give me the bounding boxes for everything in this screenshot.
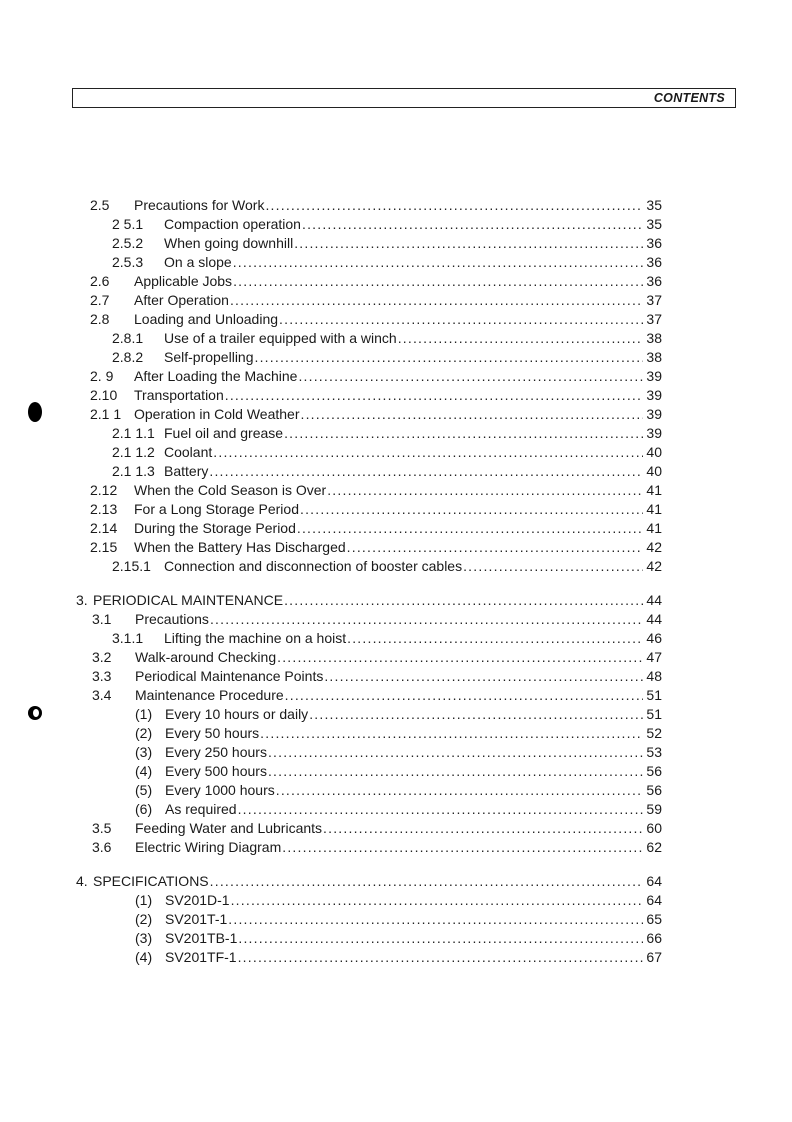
toc-entry: 2.14 During the Storage Period ..... 41: [90, 519, 662, 537]
toc-entry: 3.5 Feeding Water and Lubricants ..... 60: [92, 819, 662, 837]
binder-hole-icon: [28, 402, 42, 422]
toc-entry: 3.1.1 Lifting the machine on a hoist ..... 46: [112, 629, 662, 647]
toc-entry: 3.2 Walk-around Checking ..... 47: [92, 648, 662, 666]
toc-entry: 3. PERIODICAL MAINTENANCE ..... 44: [76, 591, 662, 609]
toc-entry: (4) SV201TF-1 ..... 67: [135, 948, 662, 966]
toc-entry: 2.5.2 When going downhill ..... 36: [112, 234, 662, 252]
toc-entry: (2) Every 50 hours ..... 52: [135, 724, 662, 742]
toc-entry: (3) SV201TB-1 ..... 66: [135, 929, 662, 947]
toc-entry: 2.1 1.3 Battery ..... 40: [112, 462, 662, 480]
header-title: CONTENTS: [653, 91, 725, 105]
toc-entry: 2.5 Precautions for Work ..... 35: [90, 196, 662, 214]
toc-entry: 2.8 Loading and Unloading ..... 37: [90, 310, 662, 328]
toc-entry: 2.6 Applicable Jobs ..... 36: [90, 272, 662, 290]
toc-entry: (1) Every 10 hours or daily ..... 51: [135, 705, 662, 723]
toc-entry: 2.15 When the Battery Has Discharged ..... 42: [90, 538, 662, 556]
toc-entry: (5) Every 1000 hours ..... 56: [135, 781, 662, 799]
toc-entry: 4. SPECIFICATIONS ..... 64: [76, 872, 662, 890]
toc-entry: 2.10 Transportation ..... 39: [90, 386, 662, 404]
toc-entry: 2.5.3 On a slope ..... 36: [112, 253, 662, 271]
toc-entry: (2) SV201T-1 ..... 65: [135, 910, 662, 928]
toc-entry: 3.4 Maintenance Procedure ..... 51: [92, 686, 662, 704]
toc-entry: 2.13 For a Long Storage Period ..... 41: [90, 500, 662, 518]
toc-entry: (3) Every 250 hours ..... 53: [135, 743, 662, 761]
toc-entry: 2 5.1 Compaction operation ..... 35: [112, 215, 662, 233]
toc-entry: 2.1 1.2 Coolant ..... 40: [112, 443, 662, 461]
toc-entry: 2.8.2 Self-propelling ..... 38: [112, 348, 662, 366]
toc-entry: 3.3 Periodical Maintenance Points ..... 48: [92, 667, 662, 685]
binder-hole-icon: [28, 706, 42, 720]
toc-entry: 2.1 1.1 Fuel oil and grease ..... 39: [112, 424, 662, 442]
toc-entry: 2. 9 After Loading the Machine ..... 39: [90, 367, 662, 385]
toc-entry: (4) Every 500 hours ..... 56: [135, 762, 662, 780]
header-box: [72, 88, 736, 108]
toc-entry: 2.15.1 Connection and disconnection of booster cables ..... 42: [112, 557, 662, 575]
toc-entry: 2.7 After Operation ..... 37: [90, 291, 662, 309]
toc-entry: (6) As required ..... 59: [135, 800, 662, 818]
toc-entry: 2.1 1 Operation in Cold Weather ..... 39: [90, 405, 662, 423]
toc-entry: (1) SV201D-1 ..... 64: [135, 891, 662, 909]
toc-entry: 2.12 When the Cold Season is Over ..... 41: [90, 481, 662, 499]
toc-entry: 3.1 Precautions ..... 44: [92, 610, 662, 628]
toc-entry: 3.6 Electric Wiring Diagram ..... 62: [92, 838, 662, 856]
toc-entry: 2.8.1 Use of a trailer equipped with a winch ..... 38: [112, 329, 662, 347]
